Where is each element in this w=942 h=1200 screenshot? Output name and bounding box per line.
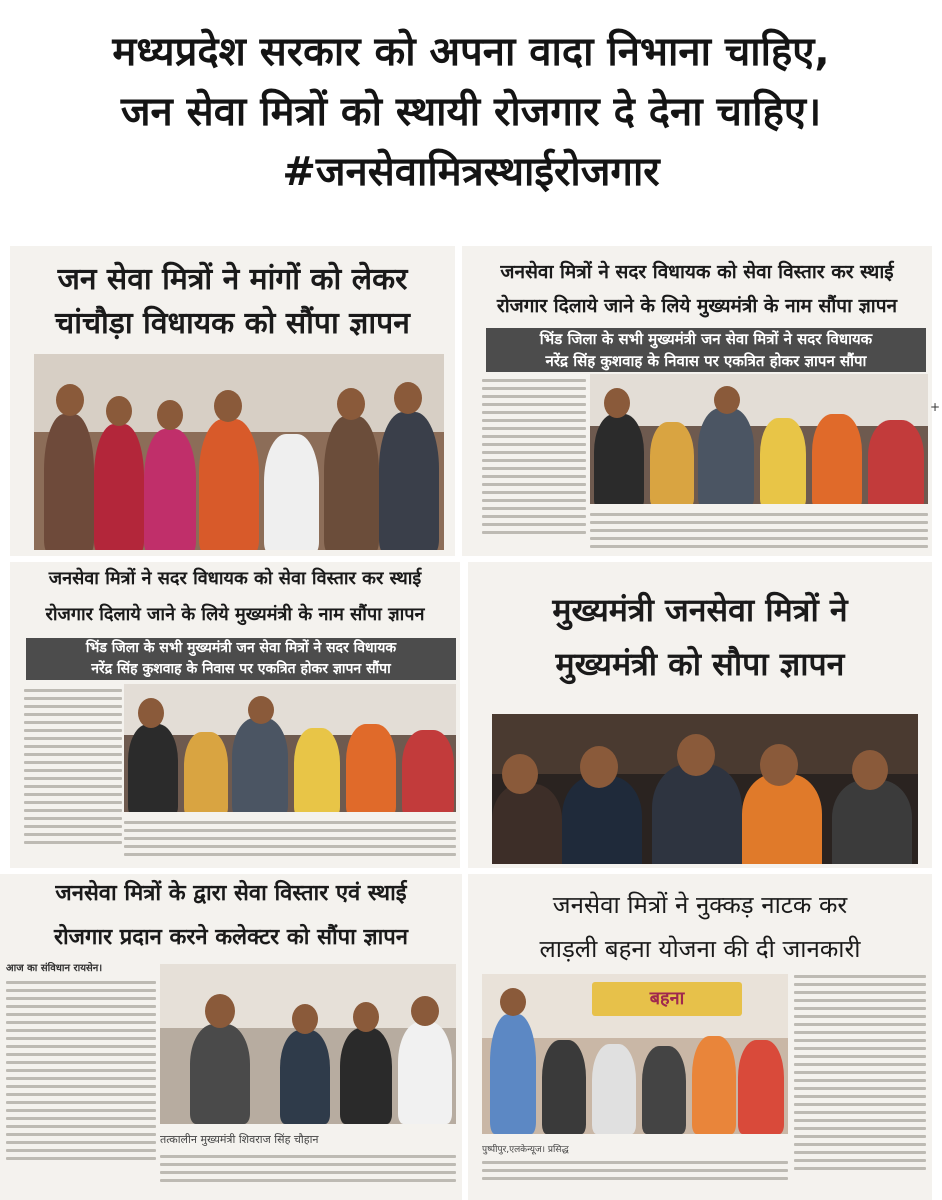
clip6-event-banner: बहना bbox=[592, 982, 742, 1016]
banner-line-1: मध्यप्रदेश सरकार को अपना वादा निभाना चाहिए, bbox=[112, 29, 830, 75]
clip5-caption: तत्कालीन मुख्यमंत्री शिवराज सिंह चौहान bbox=[160, 1133, 319, 1146]
clip3-subhead-line1: भिंड जिला के सभी मुख्यमंत्री जन सेवा मित्रों ने सदर विधायक bbox=[85, 640, 397, 656]
news-clip-nukkad-natak bbox=[468, 874, 932, 1200]
clip2-headline-line1: जनसेवा मित्रों ने सदर विधायक को सेवा विस्तार कर स्थाई bbox=[500, 261, 894, 283]
clip5-office-photo bbox=[160, 964, 456, 1124]
clip6-event-photo bbox=[482, 974, 788, 1134]
clip2-subhead bbox=[486, 328, 926, 372]
clip3-subhead bbox=[26, 638, 456, 680]
clip6-right-column bbox=[794, 970, 926, 1198]
clip3-headline-line2: रोजगार दिलाये जाने के लिये मुख्यमंत्री के नाम सौंपा ज्ञापन bbox=[45, 604, 425, 625]
news-clip-bhind-2 bbox=[10, 562, 460, 868]
clip1-group-photo bbox=[34, 354, 444, 550]
news-clip-bhind-1 bbox=[462, 246, 932, 556]
clip1-headline-line1: जन सेवा मित्रों ने मांगों को लेकर bbox=[57, 262, 408, 297]
clip2-headline-line2: रोजगार दिलाये जाने के लिये मुख्यमंत्री के नाम सौंपा ज्ञापन bbox=[496, 295, 898, 317]
clip5-article-column bbox=[6, 962, 156, 1198]
clip2-article-column bbox=[482, 374, 586, 550]
banner-line-3-hashtag: #जनसेवामित्रस्थाईरोजगार bbox=[282, 149, 660, 195]
clip6-caption: पुष्पीपुर,एलकेन्यूज। प्रसिद्ध bbox=[482, 1145, 569, 1155]
clip4-crowd-photo bbox=[492, 714, 918, 864]
plus-icon: + bbox=[930, 400, 941, 414]
clip5-headline-line1: जनसेवा मित्रों के द्वारा सेवा विस्तार एवं स्थाई bbox=[55, 881, 407, 906]
clip3-lower-columns bbox=[124, 816, 456, 864]
news-clip-chanchoda bbox=[10, 246, 455, 556]
clip3-group-photo bbox=[124, 684, 456, 812]
news-clip-raisen bbox=[0, 874, 462, 1200]
clip6-headline-line1: जनसेवा मित्रों ने नुक्कड़ नाटक कर bbox=[552, 891, 848, 919]
clip2-lower-columns bbox=[590, 508, 928, 552]
clip4-headline-line1: मुख्यमंत्री जनसेवा मित्रों ने bbox=[552, 591, 848, 629]
news-clip-cm-memorandum bbox=[468, 562, 932, 868]
clip3-subhead-line2: नरेंद्र सिंह कुशवाह के निवास पर एकत्रित होकर ज्ञापन सौंपा bbox=[91, 661, 391, 677]
clip5-lower-columns bbox=[160, 1150, 456, 1198]
top-banner bbox=[0, 0, 942, 246]
clip2-group-photo bbox=[590, 374, 928, 504]
banner-line-2: जन सेवा मित्रों को स्थायी रोजगार दे देना चाहिए। bbox=[120, 89, 822, 135]
clip3-article-column bbox=[24, 684, 122, 864]
clip3-headline-line1: जनसेवा मित्रों ने सदर विधायक को सेवा विस्तार कर स्थाई bbox=[48, 568, 422, 589]
clip2-subhead-line2: नरेंद्र सिंह कुशवाह के निवास पर एकत्रित होकर ज्ञापन सौंपा bbox=[545, 352, 867, 370]
clip5-lead: आज का संविधान रायसेन। bbox=[6, 963, 103, 974]
clip4-headline-line2: मुख्यमंत्री को सौपा ज्ञापन bbox=[555, 645, 845, 683]
clip2-subhead-line1: भिंड जिला के सभी मुख्यमंत्री जन सेवा मित्रों ने सदर विधायक bbox=[539, 330, 873, 348]
clip1-headline-line2: चांचौड़ा विधायक को सौंपा ज्ञापन bbox=[55, 306, 410, 341]
clip6-lower-columns bbox=[482, 1156, 788, 1198]
clip5-headline-line2: रोजगार प्रदान करने कलेक्टर को सौंपा ज्ञापन bbox=[53, 925, 409, 950]
clip6-headline-line2: लाड़ली बहना योजना की दी जानकारी bbox=[539, 935, 861, 963]
